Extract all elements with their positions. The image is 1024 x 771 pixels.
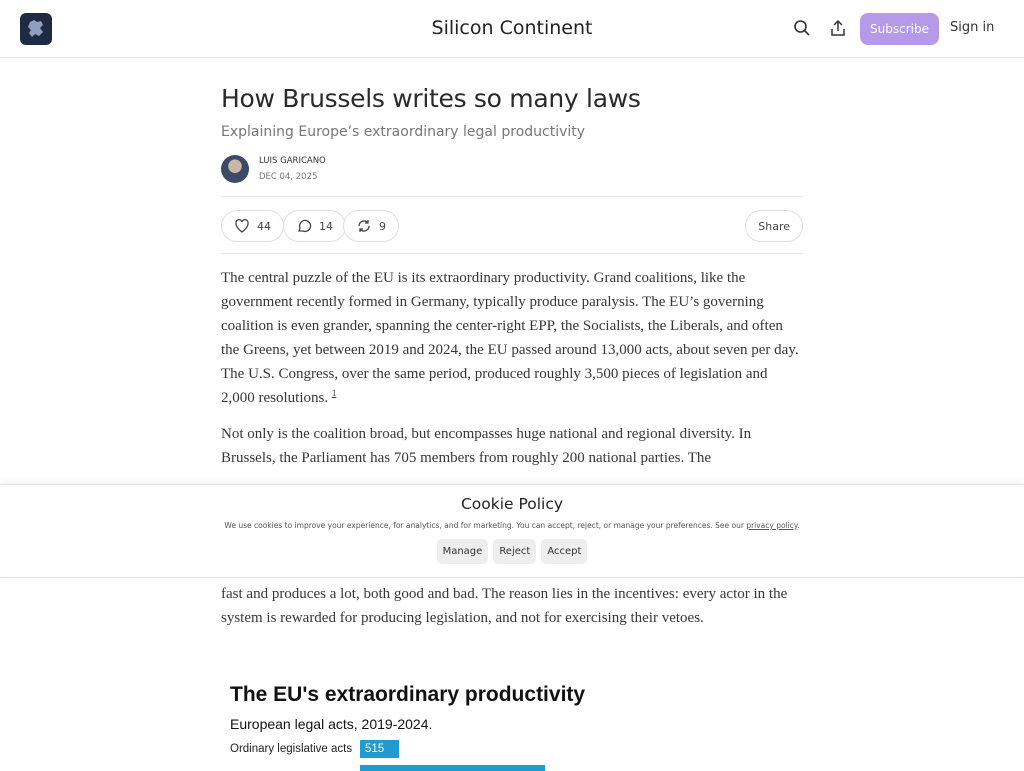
article-title: How Brussels writes so many laws bbox=[221, 84, 641, 113]
author-name[interactable]: LUIS GARICANO bbox=[259, 156, 326, 166]
top-bar bbox=[0, 0, 1024, 58]
like-button[interactable] bbox=[221, 210, 284, 242]
author-avatar[interactable] bbox=[221, 155, 249, 183]
accept-cookies-button[interactable]: Accept bbox=[541, 539, 587, 564]
article bbox=[221, 84, 803, 482]
byline bbox=[221, 155, 803, 183]
publication-title[interactable]: Silicon Continent bbox=[431, 17, 593, 39]
chart-subtitle: European legal acts, 2019-2024. bbox=[230, 716, 433, 732]
like-count: 44 bbox=[257, 219, 271, 233]
bar-ordinary-legislative-acts: 515 bbox=[360, 740, 399, 758]
comment-button[interactable] bbox=[283, 210, 346, 242]
comment-icon bbox=[296, 218, 312, 234]
publish-date: DEC 04, 2025 bbox=[259, 172, 318, 182]
cookie-text-suffix: . bbox=[797, 521, 800, 530]
search-icon[interactable] bbox=[793, 19, 813, 39]
paragraph bbox=[221, 266, 803, 410]
heart-icon bbox=[234, 218, 250, 234]
bar-label: Ordinary legislative acts bbox=[230, 743, 353, 755]
paragraph-text: The central puzzle of the EU is its extraordinary productivity. Grand coalitions, like the government recently formed in Germany, typically produce paralysis. The EU’s governing coalition is even grander, spanning the center-right EPP, the Socialists, the Liberals, and often the Greens, yet between 2019 and 2024, the EU passed around 13,000 acts, about seven per day. The U.S. Congress, over the same period, produced roughly 3,500 pieces of legislation and 2,000 resolutions. bbox=[221, 270, 799, 406]
cookie-text-body: We use cookies to improve your experience, for analytics, and for marketing. You can accept, reject, or manage your preferences. See our bbox=[224, 521, 747, 530]
privacy-policy-link[interactable]: privacy policy bbox=[746, 521, 798, 530]
footnote-link[interactable]: 1 bbox=[331, 388, 337, 398]
cookie-title: Cookie Policy bbox=[460, 495, 564, 513]
article-subtitle: Explaining Europe’s extraordinary legal productivity bbox=[221, 124, 586, 140]
cookie-text bbox=[0, 521, 1024, 530]
restack-icon bbox=[356, 218, 372, 234]
comment-count: 14 bbox=[319, 219, 333, 233]
paragraph: fast and produces a lot, both good and bad. The reason lies in the incentives: every actor in the system is rewarded for producing legislation, and not for exercising their vetoes. bbox=[221, 586, 788, 626]
chart-title: The EU's extraordinary productivity bbox=[230, 683, 586, 706]
reject-cookies-button[interactable]: Reject bbox=[493, 539, 536, 564]
cookie-banner bbox=[0, 484, 1024, 578]
sign-in-link[interactable]: Sign in bbox=[950, 20, 995, 35]
paragraph: Not only is the coalition broad, but encompasses huge national and regional diversity. In Brussels, the Parliament has 705 members from roughly 200 national parties. The bbox=[221, 426, 752, 466]
manage-cookies-button[interactable]: Manage bbox=[437, 539, 489, 564]
share-label: Share bbox=[758, 219, 790, 233]
share-icon[interactable] bbox=[829, 19, 849, 39]
bar-next-partial bbox=[360, 765, 545, 771]
share-button[interactable] bbox=[745, 210, 803, 242]
restack-count: 9 bbox=[379, 219, 386, 233]
article-body bbox=[221, 266, 803, 470]
restack-button[interactable] bbox=[343, 210, 399, 242]
bar-row bbox=[230, 740, 630, 758]
post-actions bbox=[221, 196, 803, 254]
subscribe-button[interactable]: Subscribe bbox=[860, 13, 939, 45]
chart-figure[interactable] bbox=[230, 683, 630, 758]
